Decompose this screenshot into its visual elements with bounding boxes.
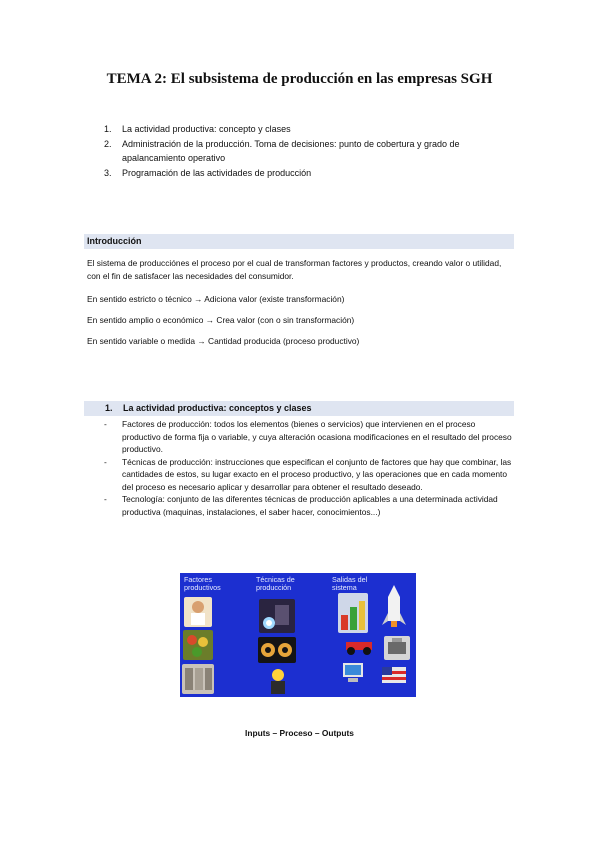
- intro-line-broad: En sentido amplio o económico → Crea valor (con o sin transformación): [87, 315, 355, 325]
- bar-chart-icon: [338, 593, 368, 633]
- welding-icon: [259, 599, 295, 633]
- chart-image: [338, 593, 368, 633]
- shuttle-image: [380, 583, 408, 629]
- warehouse-icon: [182, 664, 214, 694]
- bullet-text: Factores de producción: todos los elementos (bienes o servicios) que intervienen en el proceso productivo de forma fija o variable, y cuya alteración ocasiona modificaciones en el resultado del proceso productivo.: [122, 419, 512, 454]
- table-of-contents: [104, 122, 514, 181]
- engine-icon: [384, 636, 410, 660]
- toc-text: Administración de la producción. Toma de decisiones: punto de cobertura y grado de apalancamiento operativo: [122, 139, 460, 163]
- section-1-title: La actividad productiva: conceptos y clases: [123, 403, 312, 413]
- toc-number: 3.: [104, 168, 112, 178]
- bullet-text: Tecnología: conjunto de las diferentes técnicas de producción aplicables a una determinada actividad productiva (maquinas, instalaciones, el saber hacer, conocimientos...): [122, 494, 498, 517]
- space-shuttle-icon: [380, 583, 408, 629]
- bullet-marker: -: [104, 419, 107, 429]
- figure-caption: Inputs – Proceso – Outputs: [245, 728, 354, 738]
- toc-number: 1.: [104, 124, 112, 134]
- bullet-item: [104, 418, 516, 456]
- figure-col-outputs: Salidas del sistema: [332, 575, 368, 592]
- figure-col-techniques: Técnicas de producción: [256, 575, 295, 592]
- intro-heading: Introducción: [84, 234, 514, 249]
- bullet-text: Técnicas de producción: instrucciones que especifican el conjunto de factores que hay que combinar, las cantidades de estos, su lugar exacto en el proceso productivo, y las operaciones que en cada momento del proceso es necesario aplicar y desarrollar para obtener el resultado deseado.: [122, 456, 512, 492]
- intro-paragraph: El sistema de producciónes el proceso por el cual de transforman factores y productos, creando valor o utilidad, con el fin de satisfacer las necesidades del consumidor.: [87, 258, 502, 281]
- engine-image: [384, 636, 410, 660]
- intro-line-variable: En sentido variable o medida → Cantidad producida (proceso productivo): [87, 336, 360, 346]
- bullet-marker: -: [104, 456, 107, 467]
- computer-image: [340, 661, 370, 685]
- bullet-item: [104, 456, 516, 494]
- flag-image: [378, 661, 410, 691]
- page-title: TEMA 2: El subsistema de producción en las empresas SGH: [106, 71, 493, 87]
- section-1-bullets: [104, 418, 516, 518]
- produce-image: [183, 630, 213, 660]
- toc-number: 2.: [104, 139, 112, 149]
- produce-icon: [183, 630, 213, 660]
- computer-icon: [340, 661, 370, 685]
- worker-figure-icon: [265, 667, 291, 695]
- bullet-marker: -: [104, 494, 107, 504]
- warehouse-image: [182, 664, 214, 694]
- section-1-number: 1.: [105, 403, 113, 413]
- worker-image: [184, 597, 212, 627]
- cook-image: [265, 667, 291, 695]
- toc-item: [104, 122, 514, 136]
- race-car-icon: [342, 634, 376, 656]
- bullet-item: [104, 493, 516, 518]
- gears-image: [258, 637, 296, 663]
- flag-people-icon: [378, 661, 410, 691]
- intro-line-strict: En sentido estricto o técnico → Adiciona valor (existe transformación): [87, 294, 345, 304]
- toc-item: [104, 166, 514, 180]
- section-1-heading: [84, 401, 514, 416]
- worker-icon: [184, 597, 212, 627]
- toc-item: [104, 137, 514, 165]
- gears-icon: [258, 637, 296, 663]
- figure-col-factors: Factores productivos: [184, 575, 221, 592]
- toc-text: Programación de las actividades de producción: [122, 168, 312, 178]
- welder-image: [259, 599, 295, 633]
- production-system-figure: [180, 573, 416, 697]
- racecar-image: [342, 634, 376, 656]
- toc-text: La actividad productiva: concepto y clases: [122, 124, 291, 134]
